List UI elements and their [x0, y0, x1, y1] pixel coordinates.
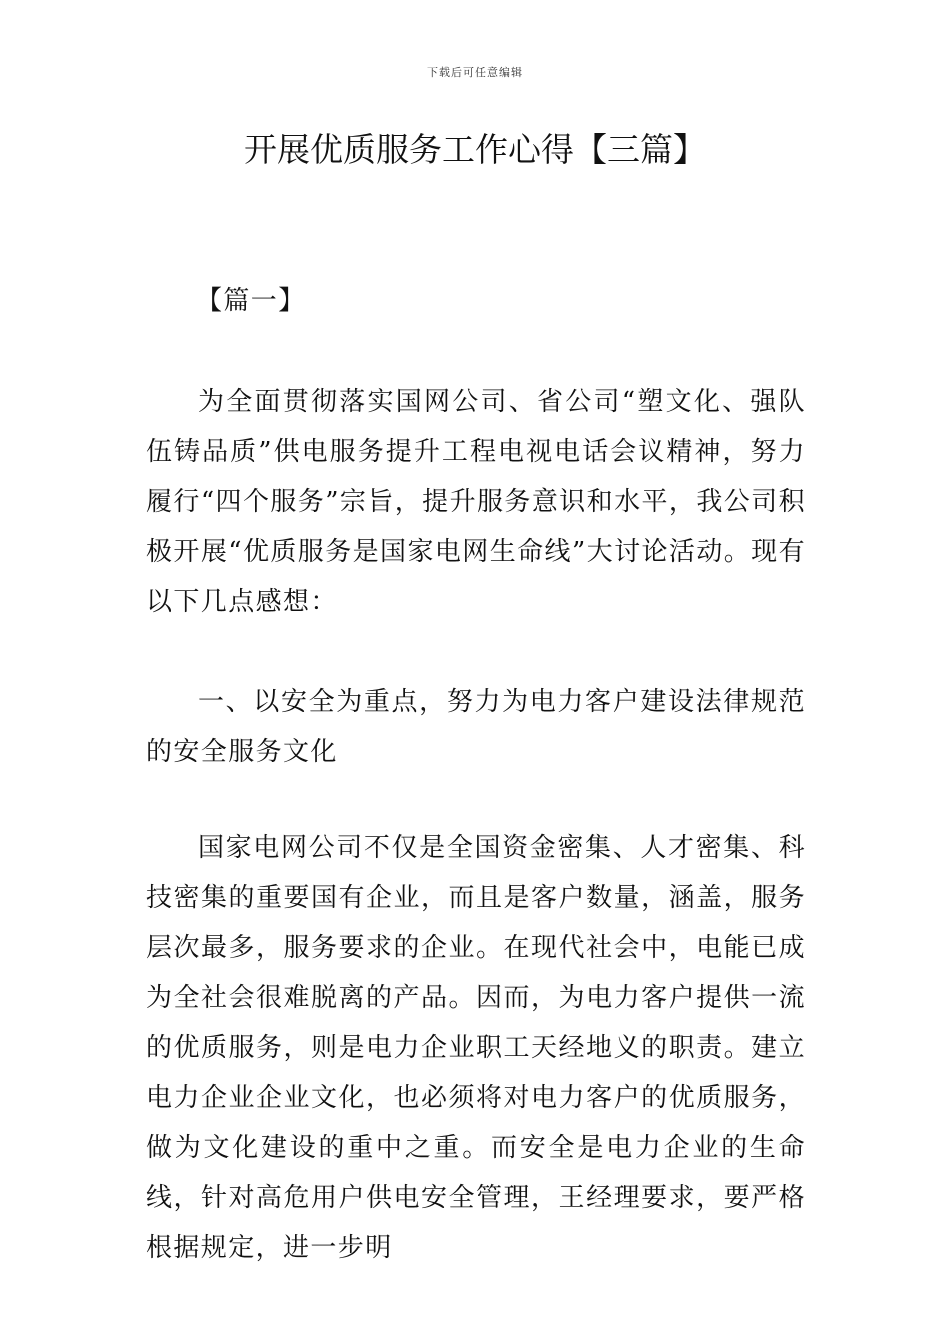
section-label: 【篇一】	[196, 286, 306, 316]
header-note: 下载后可任意编辑	[427, 66, 523, 79]
paragraph-body: 国家电网公司不仅是全国资金密集、人才密集、科技密集的重要国有企业，而且是客户数量，涵盖，服务层次最多，服务要求的企业。在现代社会中，电能已成为全社会很难脱离的产品。因而，为电力客户提供一流的优质服务，则是电力企业职工天经地义的职责。建立电力企业企业文化，也必须将对电力客户的优质服务，做为文化建设的重中之重。而安全是电力企业的生命线，针对高危用户供电安全管理，王经理要求，要严格根据规定，进一步明	[146, 833, 806, 1263]
document-title: 开展优质服务工作心得【三篇】	[244, 130, 706, 169]
section-heading-1: 一、以安全为重点，努力为电力客户建设法律规范的安全服务文化	[146, 687, 806, 767]
paragraph-intro: 为全面贯彻落实国网公司、省公司“塑文化、强队伍铸品质”供电服务提升工程电视电话会议精神，努力履行“四个服务”宗旨，提升服务意识和水平，我公司积极开展“优质服务是国家电网生命线”大讨论活动。现有以下几点感想：	[146, 387, 806, 617]
